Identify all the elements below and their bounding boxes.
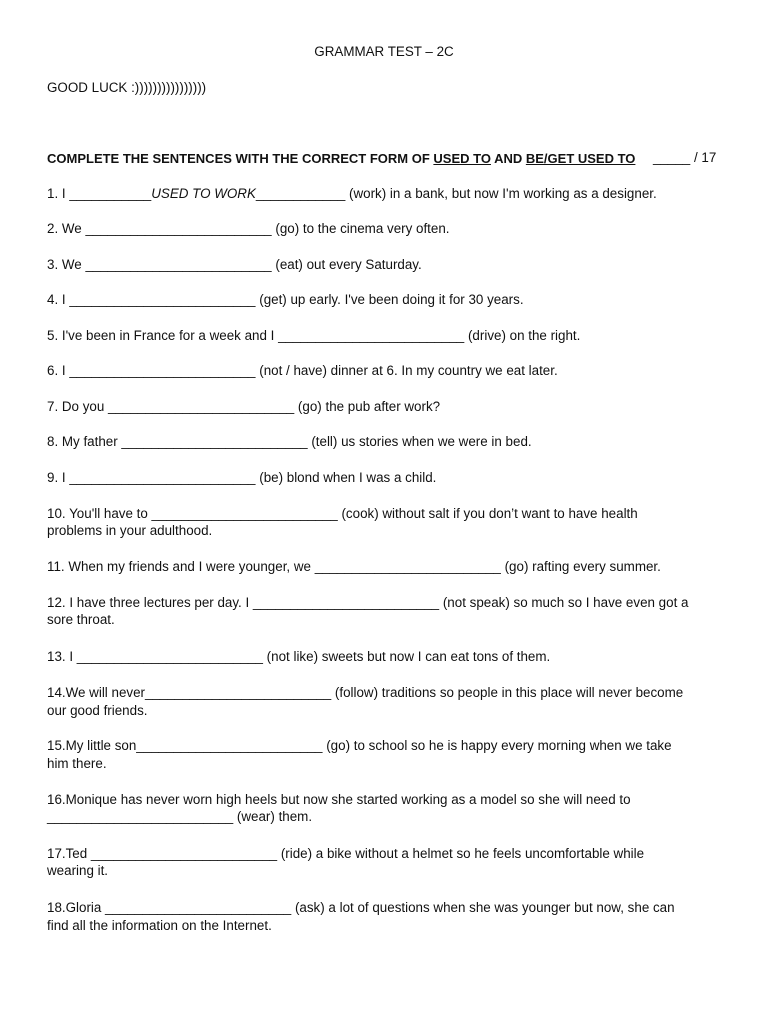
question-16-line-2: _________________________ (wear) them. bbox=[47, 809, 313, 824]
question-7: 7. Do you _________________________ (go) the pub after work? bbox=[47, 399, 441, 414]
question-18-line-2: find all the information on the Internet. bbox=[47, 918, 272, 933]
question-12-line-1: 12. I have three lectures per day. I _________________________ (not speak) so much so I have even got a bbox=[47, 595, 689, 610]
question-11: 11. When my friends and I were younger, we _________________________ (go) rafting every summer. bbox=[47, 559, 661, 574]
question-8: 8. My father _________________________ (tell) us stories when we were in bed. bbox=[47, 434, 532, 449]
instruction-term-be-get-used-to: BE/GET USED TO bbox=[525, 151, 636, 166]
question-15-line-2: him there. bbox=[47, 756, 107, 771]
question-1-after: ____________ (work) in a bank, but now I'm working as a designer. bbox=[255, 186, 657, 201]
question-1-before: 1. I ___________ bbox=[47, 186, 152, 201]
question-9: 9. I _________________________ (be) blond when I was a child. bbox=[47, 470, 437, 485]
question-5: 5. I've been in France for a week and I _________________________ (drive) on the right. bbox=[47, 328, 581, 343]
question-14-line-1: 14.We will never_________________________ (follow) traditions so people in this place will never become bbox=[47, 685, 684, 700]
question-2: 2. We _________________________ (go) to the cinema very often. bbox=[47, 221, 450, 236]
question-10-line-1: 10. You'll have to _________________________ (cook) without salt if you don’t want to have health bbox=[47, 506, 638, 521]
instruction bbox=[47, 150, 737, 168]
question-17-line-1: 17.Ted _________________________ (ride) a bike without a helmet so he feels uncomfortable while bbox=[47, 846, 645, 861]
question-1-answer: USED TO WORK bbox=[151, 186, 256, 201]
question-14-line-2: our good friends. bbox=[47, 703, 148, 718]
question-4: 4. I _________________________ (get) up early. I've been doing it for 30 years. bbox=[47, 292, 524, 307]
score-box: _____ / 17 bbox=[653, 150, 717, 165]
instruction-prefix: COMPLETE THE SENTENCES WITH THE CORRECT FORM OF bbox=[47, 151, 434, 166]
greeting: GOOD LUCK :)))))))))))))))) bbox=[47, 80, 207, 95]
instruction-middle: AND bbox=[490, 151, 526, 166]
question-10-line-2: problems in your adulthood. bbox=[47, 523, 213, 538]
question-6: 6. I _________________________ (not / have) dinner at 6. In my country we eat later. bbox=[47, 363, 558, 378]
question-1 bbox=[47, 185, 737, 203]
question-17-line-2: wearing it. bbox=[47, 863, 109, 878]
question-13: 13. I _________________________ (not like) sweets but now I can eat tons of them. bbox=[47, 649, 551, 664]
instruction-term-used-to: USED TO bbox=[433, 151, 491, 166]
page-title: GRAMMAR TEST – 2C bbox=[314, 44, 454, 59]
question-16-line-1: 16.Monique has never worn high heels but now she started working as a model so she will need to bbox=[47, 792, 631, 807]
question-18-line-1: 18.Gloria _________________________ (ask) a lot of questions when she was younger but now, she can bbox=[47, 900, 675, 915]
question-12-line-2: sore throat. bbox=[47, 612, 115, 627]
question-15-line-1: 15.My little son_________________________ (go) to school so he is happy every morning when we take bbox=[47, 738, 672, 753]
question-3: 3. We _________________________ (eat) out every Saturday. bbox=[47, 257, 422, 272]
